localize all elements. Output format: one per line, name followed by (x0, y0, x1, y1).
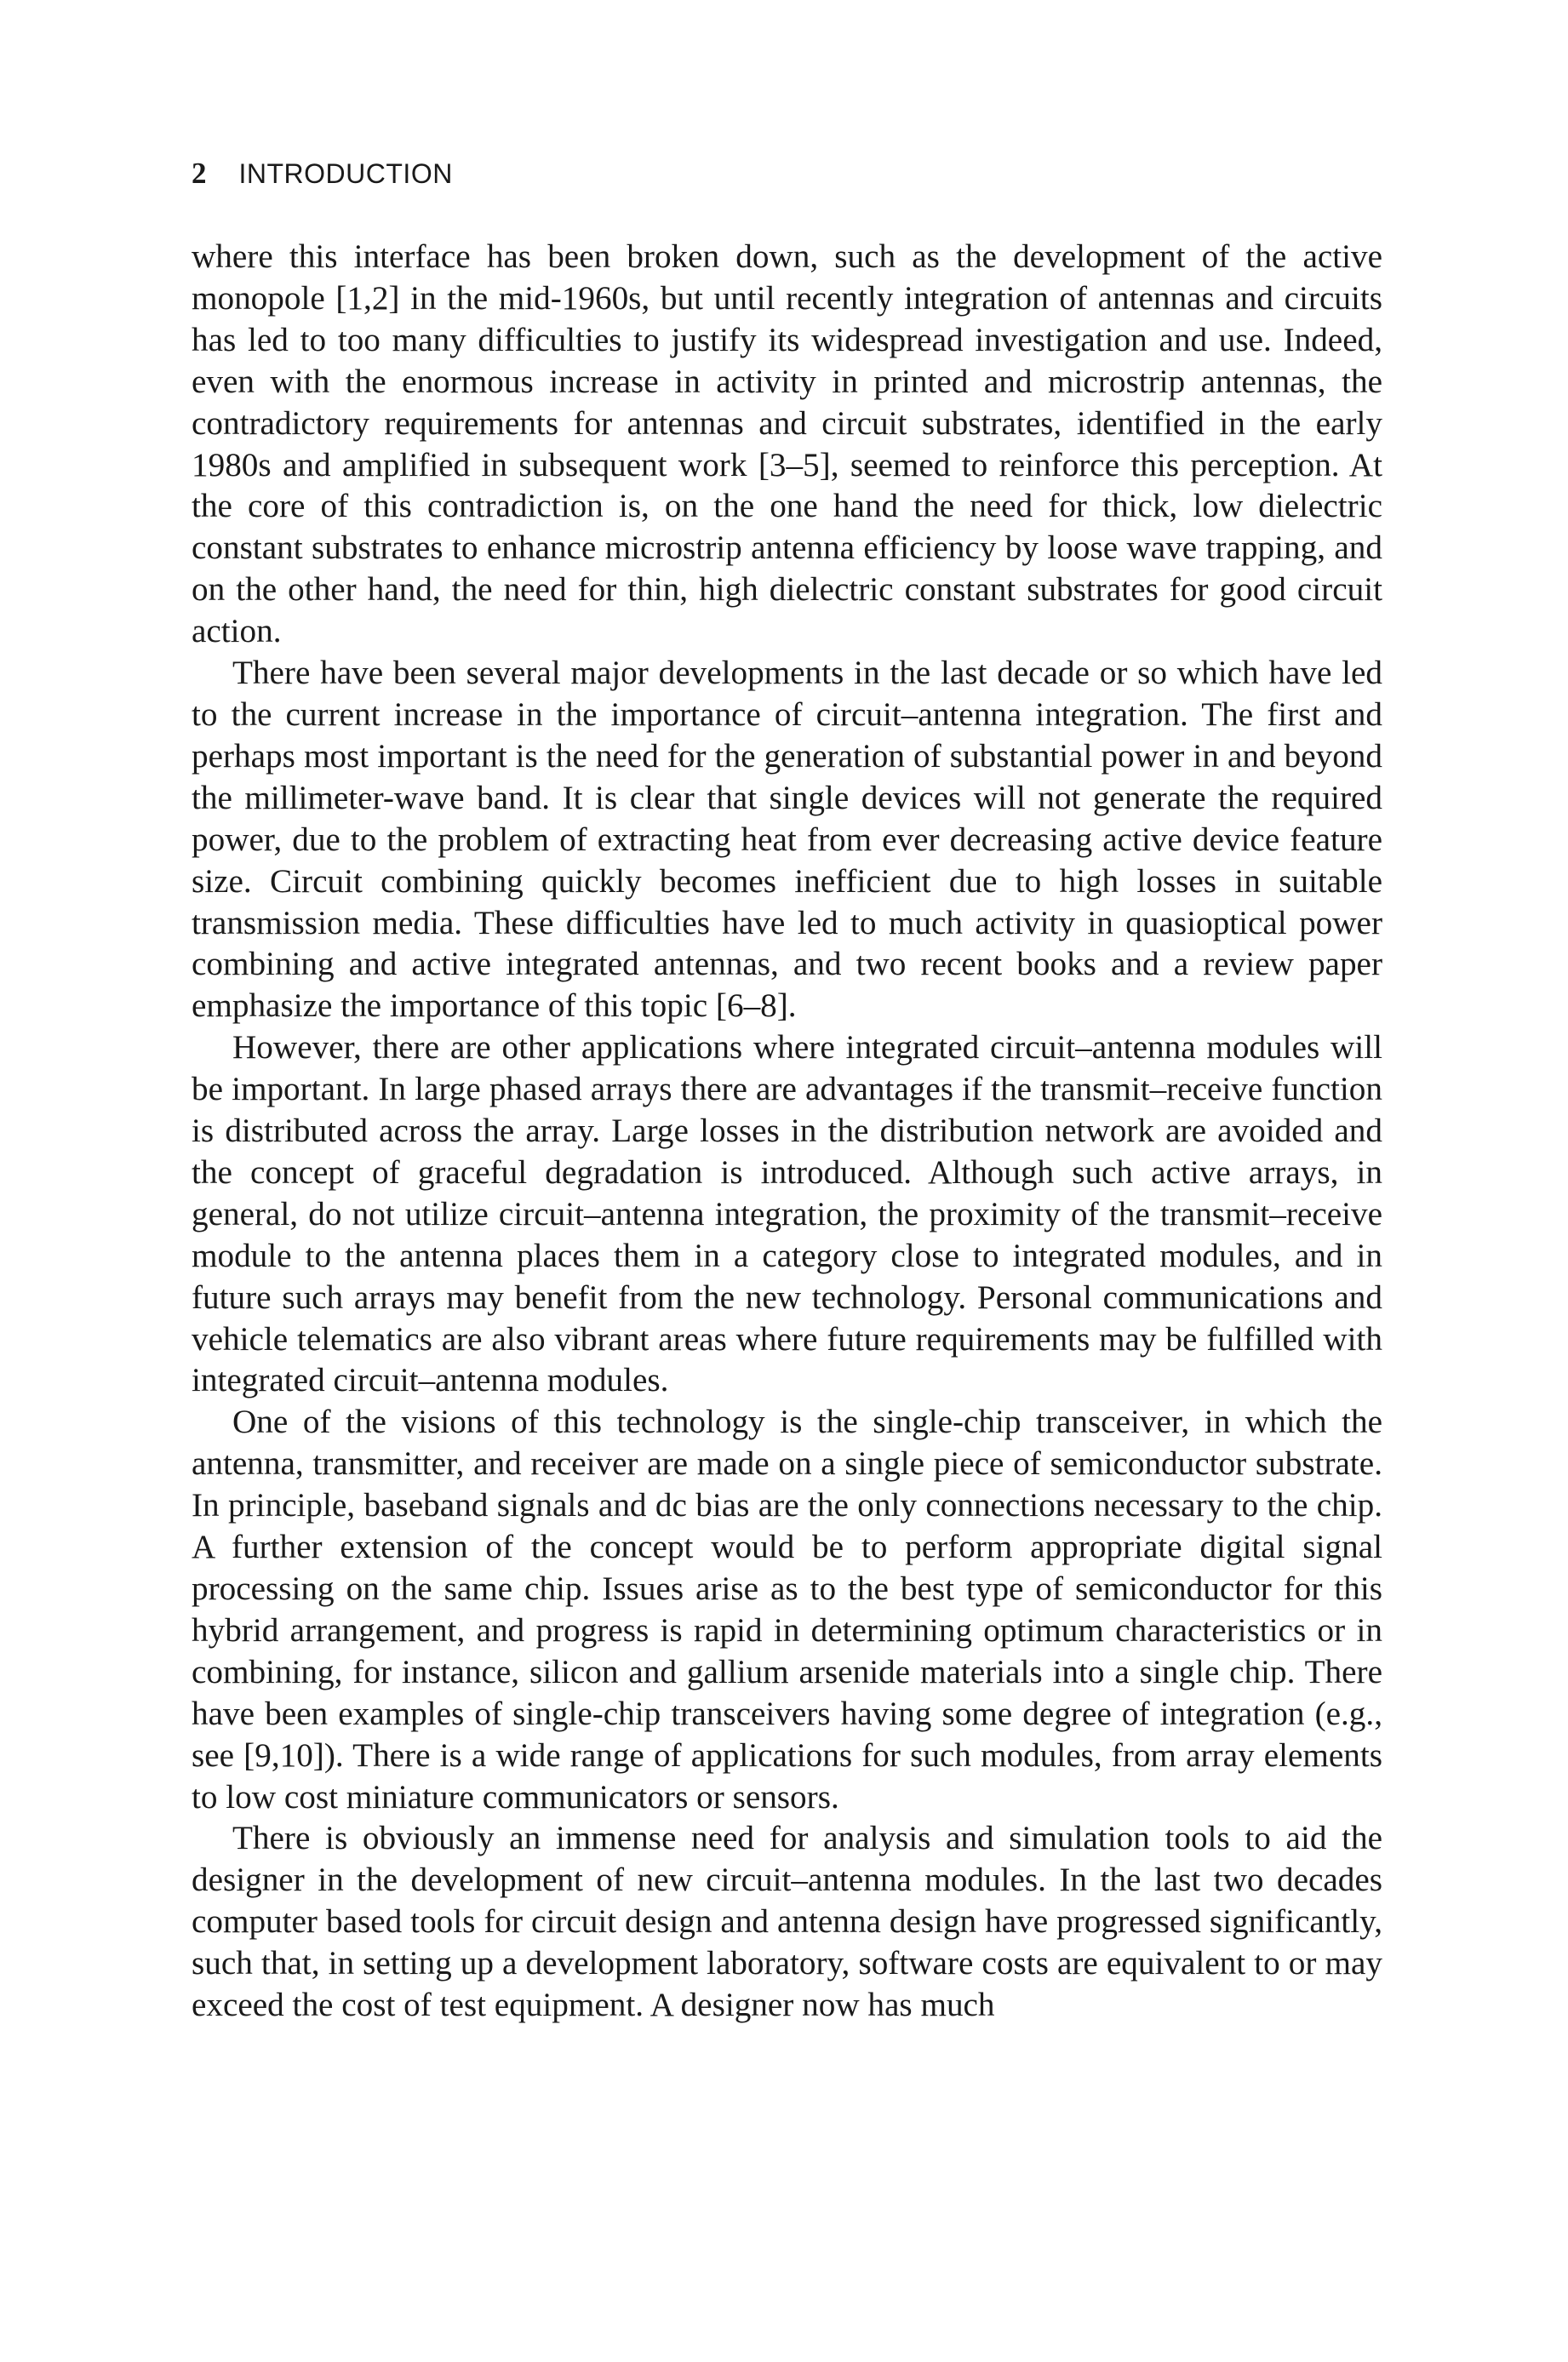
paragraph-continued: where this interface has been broken down, such as the development of the active monopole [1,2] in the mid-1960s, but until recently integration of antennas and circuits has led to too many difficulties to justify its widespread investigation and use. Indeed, even with the enormous increase in activity in printed and microstrip antennas, the contradictory requirements for antennas and circuit substrates, identified in the early 1980s and amplified in subsequent work [3–5], seemed to reinforce this perception. At the core of this contradiction is, on the one hand the need for thick, low dielectric constant substrates to enhance microstrip antenna efficiency by loose wave trapping, and on the other hand, the need for thin, high dielectric constant substrates for good circuit action. (192, 238, 1382, 650)
section-title: INTRODUCTION (238, 158, 453, 189)
body-text (192, 237, 1382, 2027)
page-number: 2 (192, 157, 207, 190)
paragraph: However, there are other applications where integrated circuit–antenna modules will be important. In large phased arrays there are advantages if the transmit–receive function is distributed across the array. Large losses in the distribution network are avoided and the concept of graceful degradation is introduced. Although such active arrays, in general, do not utilize circuit–antenna integration, the proximity of the transmit–receive module to the antenna places them in a category close to integrated modules, and in future such arrays may benefit from the new technology. Personal communications and vehicle telematics are also vibrant areas where future requirements may be fulfilled with integrated circuit–antenna modules. (192, 1029, 1382, 1399)
paragraph: One of the visions of this technology is the single-chip transceiver, in which the antenna, transmitter, and receiver are made on a single piece of semiconductor substrate. In principle, baseband signals and dc bias are the only connections necessary to the chip. A further extension of the concept would be to perform appropriate digital signal processing on the same chip. Issues arise as to the best type of semiconductor for this hybrid arrangement, and progress is rapid in determining optimum characteristics or in combining, for instance, silicon and gallium arsenide materials into a single chip. There have been examples of single-chip transceivers having some degree of integration (e.g., see [9,10]). There is a wide range of applications for such modules, from array elements to low cost miniature communicators or sensors. (192, 1404, 1382, 1816)
running-head (192, 155, 453, 192)
paragraph: There is obviously an immense need for analysis and simulation tools to aid the designer in the development of new circuit–antenna modules. In the last two decades computer based tools for circuit design and antenna design have progressed significantly, such that, in setting up a development laboratory, software costs are equivalent to or may exceed the cost of test equipment. A designer now has much (192, 1820, 1382, 2024)
paragraph: There have been several major developments in the last decade or so which have led to the current increase in the importance of circuit–antenna integration. The first and perhaps most important is the need for the generation of substantial power in and beyond the millimeter-wave band. It is clear that single devices will not generate the required power, due to the problem of extracting heat from ever decreasing active device feature size. Circuit combining quickly becomes inefficient due to high losses in suitable transmission media. These difficulties have led to much activity in quasioptical power combining and active integrated antennas, and two recent books and a review paper emphasize the importance of this topic [6–8]. (192, 655, 1382, 1025)
